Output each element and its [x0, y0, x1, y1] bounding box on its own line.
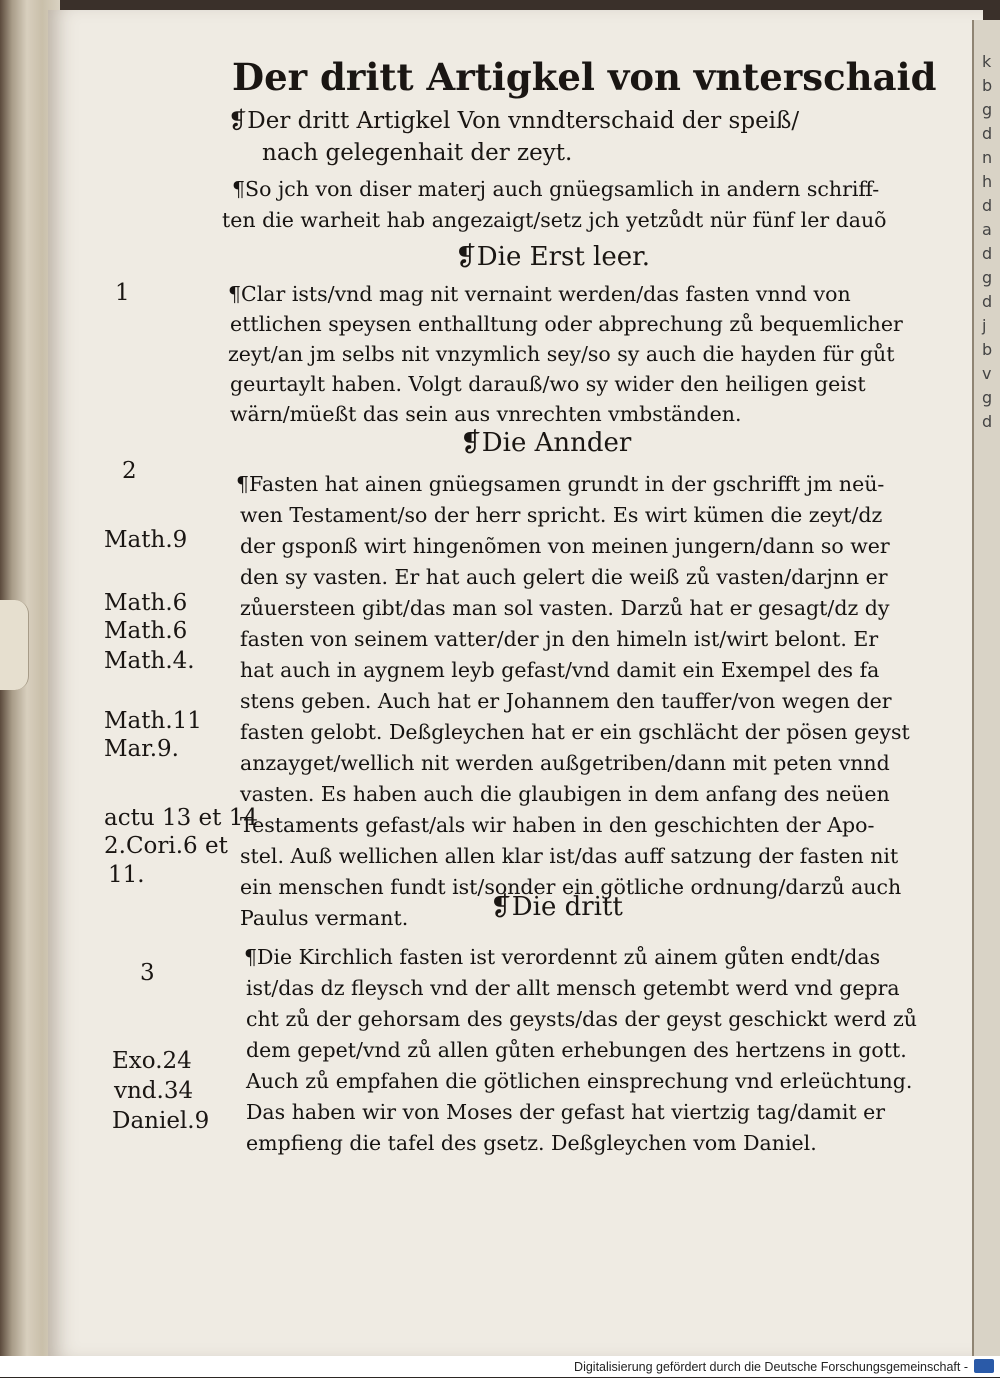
- section-2-line: Testaments gefast/als wir haben in den geschichten der Apo-: [240, 813, 875, 837]
- section-1-line: ¶Clar ists/vnd mag nit vernaint werden/das fasten vnnd von: [228, 282, 851, 306]
- section-heading-2: ❡Die Annder: [460, 428, 632, 458]
- section-1-line: zeyt/an jm selbs nit vnzymlich sey/so sy auch die hayden für gůt: [228, 342, 895, 366]
- margin-note: Math.6: [104, 618, 188, 644]
- margin-note: Math.9: [104, 527, 188, 553]
- margin-note: Exo.24: [112, 1048, 192, 1074]
- margin-note: Daniel.9: [112, 1108, 210, 1134]
- section-3-line: Das haben wir von Moses der gefast hat viertzig tag/damit er: [246, 1100, 886, 1124]
- margin-note: actu 13 et 14: [104, 805, 258, 831]
- article-title-cont: nach gelegenhait der zeyt.: [262, 140, 573, 166]
- section-2-line: fasten von seinem vatter/der jn den himeln ist/wirt belont. Er: [240, 627, 879, 651]
- margin-note: Math.6: [104, 590, 188, 616]
- section-1-line: ettlichen speysen enthalltung oder abprechung zů bequemlicher: [230, 312, 903, 336]
- section-2-line: anzayget/wellich nit werden außgetriben/dann mit peten vnnd: [240, 751, 890, 775]
- footer-credit: Digitalisierung gefördert durch die Deutsche Forschungsgemeinschaft -: [574, 1360, 968, 1374]
- section-3-line: ¶Die Kirchlich fasten ist verordennt zů ainem gůten endt/das: [244, 945, 881, 969]
- digitization-footer: [0, 1356, 1000, 1377]
- section-3-line: Auch zů empfahen die götlichen einsprechung vnd erleüchtung.: [246, 1069, 913, 1093]
- section-1-line: wärn/müeßt das sein aus vnrechten vmbständen.: [230, 402, 742, 426]
- margin-note: vnd.34: [114, 1078, 194, 1104]
- dfg-logo-icon: [974, 1359, 994, 1373]
- intro-line: ten die warheit hab angezaigt/setz jch yetzůdt nür fünf ler dauõ: [222, 208, 887, 232]
- margin-note: 2.Cori.6 et: [104, 833, 228, 859]
- section-2-line: Paulus vermant.: [240, 906, 409, 930]
- section-2-line: hat auch in aygnem leyb gefast/vnd damit ein Exempel des fa: [240, 658, 880, 682]
- section-heading-1: ❡Die Erst leer.: [455, 242, 650, 272]
- margin-note: 2: [122, 458, 137, 484]
- section-3-line: empfieng die tafel des gsetz. Deßgleychen vom Daniel.: [246, 1131, 817, 1155]
- intro-line: ¶So jch von diser materj auch gnüegsamlich in andern schriff-: [232, 177, 880, 201]
- section-2-line: der gsponß wirt hingenõmen von meinen jungern/dann so wer: [240, 534, 890, 558]
- section-2-line: ¶Fasten hat ainen gnüegsamen grundt in der gschrifft jm neü-: [236, 472, 885, 496]
- section-2-line: ein menschen fundt ist/sonder ein götliche ordnung/darzů auch: [240, 875, 902, 899]
- section-2-line: den sy vasten. Er hat auch gelert die weiß zů vasten/darjnn er: [240, 565, 888, 589]
- margin-note: 1: [115, 280, 130, 306]
- section-3-line: dem gepet/vnd zů allen gůten erhebungen des hertzens in gott.: [246, 1038, 907, 1062]
- section-2-line: wen Testament/so der herr spricht. Es wirt kümen die zeyt/dz: [240, 503, 883, 527]
- section-2-line: vasten. Es haben auch die glaubigen in dem anfang des neüen: [240, 782, 890, 806]
- margin-note: Math.11: [104, 708, 202, 734]
- section-1-line: geurtaylt haben. Volgt darauß/wo sy wider den heiligen geist: [230, 372, 866, 396]
- section-2-line: zůuersteen gibt/das man sol vasten. Darzů hat er gesagt/dz dy: [240, 596, 890, 620]
- margin-note: Mar.9.: [104, 736, 179, 762]
- section-3-line: cht zů der gehorsam des geysts/das der geyst geschickt werd zů: [246, 1007, 917, 1031]
- section-3-line: ist/das dz fleysch vnd der allt mensch getembt werd vnd gepra: [246, 976, 900, 1000]
- section-2-line: stel. Auß wellichen allen klar ist/das auff satzung der fasten nit: [240, 844, 899, 868]
- section-2-line: stens geben. Auch hat er Johannem den tauffer/von wegen der: [240, 689, 892, 713]
- margin-note: 3: [140, 960, 155, 986]
- running-head: Der dritt Artigkel von vnterschaid: [232, 55, 937, 99]
- article-title: ❡Der dritt Artigkel Von vnndterschaid der speiß/: [228, 108, 800, 134]
- section-2-line: fasten gelobt. Deßgleychen hat er ein gschlächt der pösen geyst: [240, 720, 910, 744]
- margin-note: Math.4.: [104, 648, 195, 674]
- facing-page-edge: k b g d n h d a d g d j b v g d: [972, 20, 1000, 1356]
- margin-note: 11.: [108, 862, 145, 888]
- page-tab: [0, 600, 29, 690]
- section-heading-3: ❡Die dritt: [490, 892, 623, 922]
